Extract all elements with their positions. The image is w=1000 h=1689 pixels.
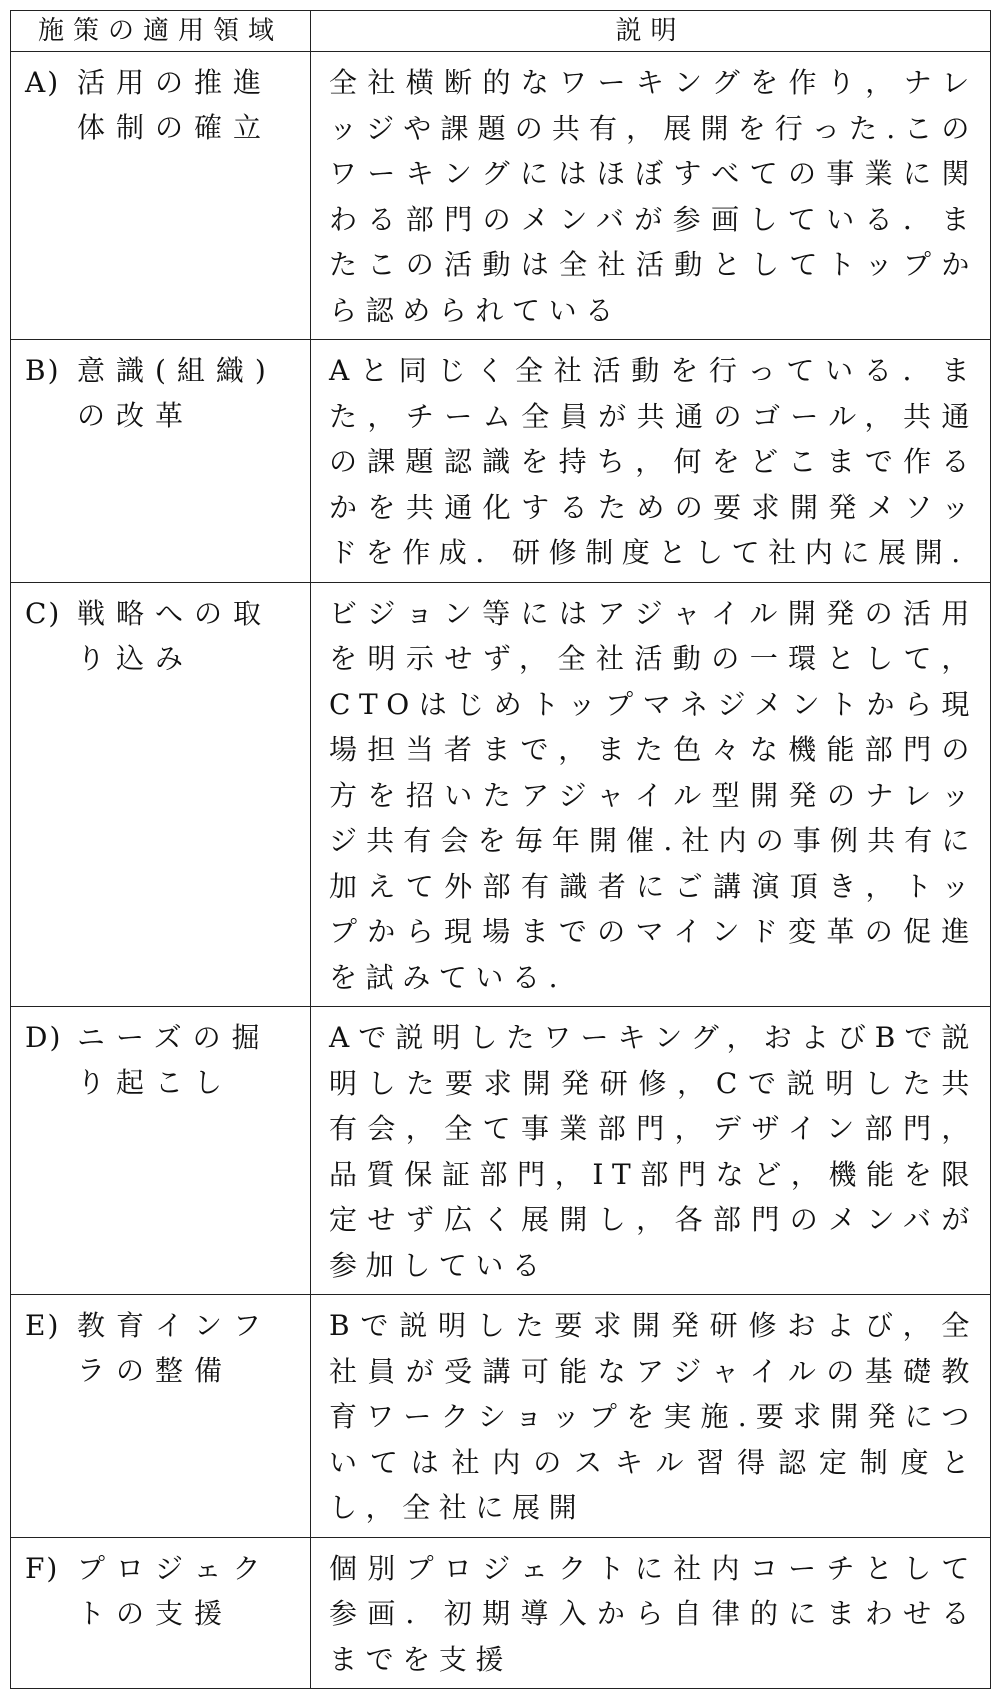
area-code: F) xyxy=(25,1551,60,1585)
table-row xyxy=(11,340,991,583)
area-label: 活用の推進体制の確立 xyxy=(77,66,273,144)
area-label: プロジェクトの支援 xyxy=(77,1551,272,1630)
header-description: 説明 xyxy=(311,11,991,52)
area-cell xyxy=(11,1007,311,1295)
header-row xyxy=(11,11,991,52)
area-code: E) xyxy=(25,1309,61,1342)
description-text: Aで説明したワーキング，およびBで説明した要求開発研修，Cで説明した共有会，全て事業部門，デザイン部門，品質保証部門，IT部門など，機能を限定せず広く展開し，各部門のメンバが参加している xyxy=(329,1021,978,1282)
description-text: 全社横断的なワーキングを作り，ナレッジや課題の共有，展開を行った.このワーキングにはほぼすべての事業に関わる部門のメンバが参画している．またこの活動は全社活動としてトップから認められている xyxy=(329,66,978,327)
area-label: ニーズの掘り起こし xyxy=(77,1021,271,1099)
table-row xyxy=(11,1007,991,1295)
description-cell xyxy=(311,1007,991,1295)
description-cell xyxy=(311,52,991,340)
area-code: A) xyxy=(25,66,61,99)
caption-fragment xyxy=(10,0,1000,6)
description-text: 個別プロジェクトに社内コーチとして参画．初期導入から自律的にまわせるまでを支援 xyxy=(329,1551,978,1676)
header-area: 施策の適用領域 xyxy=(11,11,311,52)
table-row xyxy=(11,582,991,1007)
area-label: 戦略への取り込み xyxy=(77,596,273,675)
area-code: D) xyxy=(25,1021,63,1054)
description-cell xyxy=(311,340,991,583)
area-label: 教育インフラの整備 xyxy=(77,1309,273,1387)
table-row xyxy=(11,1537,991,1689)
area-cell xyxy=(11,52,311,340)
area-code: B) xyxy=(25,354,61,387)
area-code: C) xyxy=(25,596,62,630)
description-text: ビジョン等にはアジャイル開発の活用を明示せず，全社活動の一環として，CTOはじめトップマネジメントから現場担当者まで，また色々な機能部門の方を招いたアジャイル型開発のナレッジ共有会を毎年開催.社内の事例共有に加えて外部有識者にご講演頂き，トップから現場までのマインド変革の促進を試みている. xyxy=(329,596,978,994)
description-cell xyxy=(311,1295,991,1538)
table-row xyxy=(11,52,991,340)
table-row xyxy=(11,1295,991,1538)
description-text: Aと同じく全社活動を行っている．また，チーム全員が共通のゴール，共通の課題認識を持ち，何をどこまで作るかを共通化するための要求開発メソッドを作成．研修制度として社内に展開. xyxy=(329,354,978,569)
area-cell xyxy=(11,1295,311,1538)
area-cell xyxy=(11,582,311,1007)
area-cell xyxy=(11,340,311,583)
area-cell xyxy=(11,1537,311,1689)
description-cell xyxy=(311,1537,991,1689)
area-label: 意識(組織)の改革 xyxy=(77,354,277,432)
description-cell xyxy=(311,582,991,1007)
measures-table xyxy=(10,10,991,1689)
description-text: Bで説明した要求開発研修および，全社員が受講可能なアジャイルの基礎教育ワークショップを実施.要求開発については社内のスキル習得認定制度とし，全社に展開 xyxy=(329,1309,978,1524)
